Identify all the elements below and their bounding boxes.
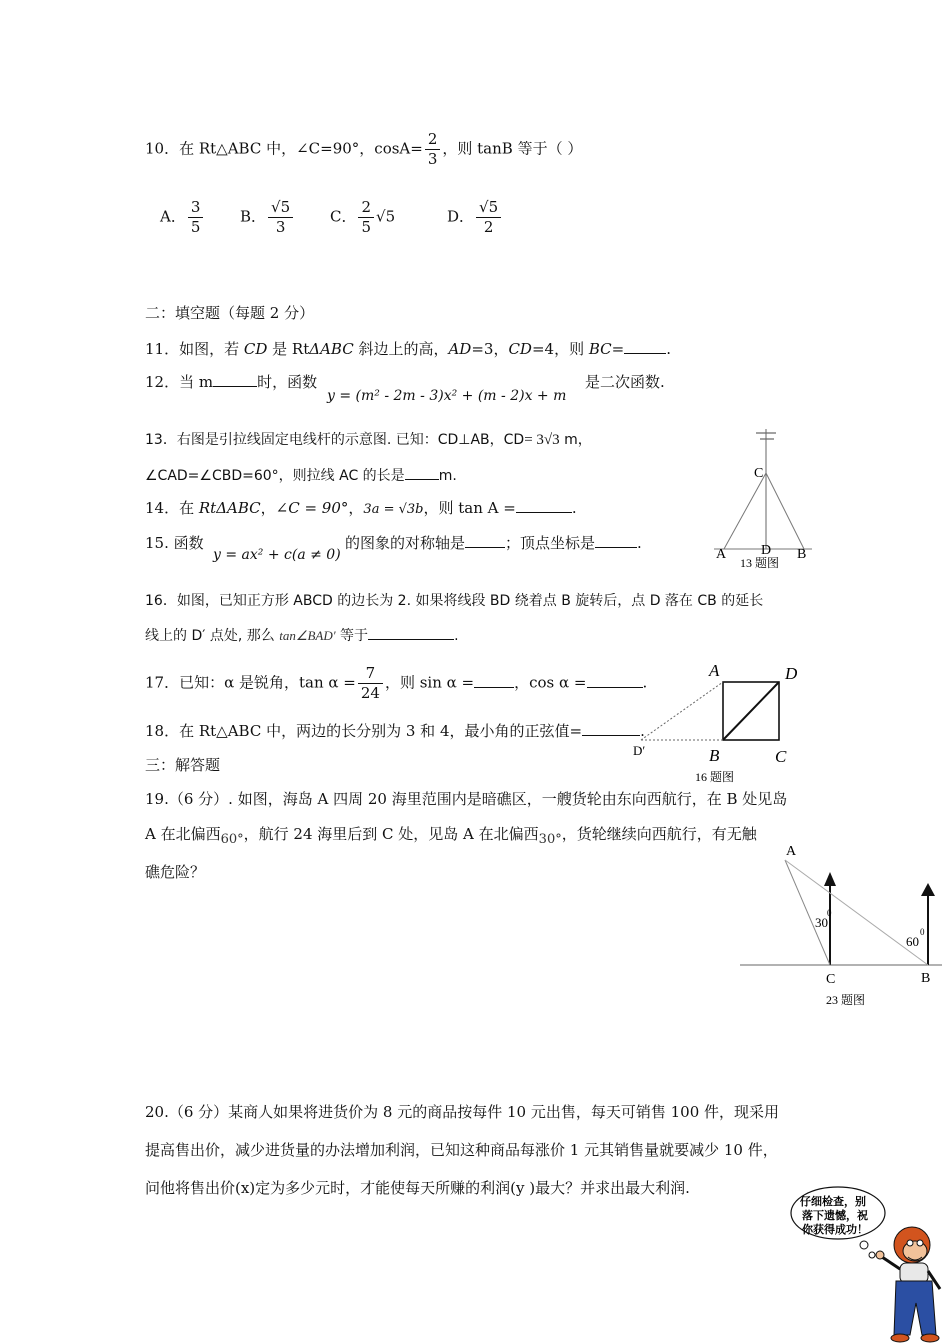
fig13-label-a: A — [716, 547, 727, 562]
q15-blank-axis — [465, 533, 505, 548]
fig16-label-d: D — [785, 664, 798, 683]
q11: 11．如图，若 CD 是 RtΔABC 斜边上的高，AD=3，CD=4，则 BC= . — [145, 340, 671, 358]
monkey-overalls — [894, 1281, 936, 1335]
bubble-dot-1 — [860, 1241, 868, 1249]
monkey-eye-left — [907, 1240, 913, 1246]
q13-line2: ∠CAD=∠CBD=60°，则拉线 AC 的长是 m. — [145, 465, 457, 486]
q12: 12．当 m 时，函数 — [145, 373, 318, 391]
q12-formula: y = (m² - 2m - 3)x² + (m - 2)x + m — [327, 388, 567, 404]
fig23-angle-30-sup: 0 — [827, 908, 832, 918]
q12-blank — [213, 372, 257, 387]
q19-line2: A 在北偏西60°，航行 24 海里后到 C 处，见岛 A 在北偏西30°，货轮继续向西航行，有无触 — [145, 825, 757, 847]
q10-option-d: D． $\frac{√5}{2}$ — [447, 198, 503, 237]
diagonal-bd — [723, 682, 779, 740]
fig16-caption: 16 题图 — [695, 770, 735, 784]
q16-line2: 线上的 D′ 点处, 那么 tan∠BAD′ 等于 . — [145, 625, 459, 646]
fig16-label-c: C — [775, 747, 787, 766]
north-arrow-c-head — [824, 872, 836, 886]
line-ab — [785, 860, 928, 965]
q16-line1: 16．如图，已知正方形 ABCD 的边长为 2. 如果将线段 BD 绕着点 B 旋转后，点 D 落在 CB 的延长 — [145, 593, 764, 609]
fig23-label-b: B — [921, 971, 931, 986]
wire-bc — [766, 473, 804, 549]
bubble-line2: 落下遗憾，祝 — [802, 1210, 868, 1222]
q20-line2: 提高售出价，减少进货量的办法增加利润，已知这种商品每涨价 1 元其销售量就要减少 10 件， — [145, 1141, 778, 1159]
q15: 的图象的对称轴是 ；顶点坐标是 . — [345, 534, 642, 552]
segment-ad-prime — [641, 682, 723, 740]
section3-title: 三：解答题 — [145, 756, 221, 774]
q15-blank-vertex — [595, 533, 637, 548]
fig13-label-c: C — [754, 466, 764, 481]
q11-blank — [624, 339, 666, 354]
q10-option-b: B． $\frac{√5}{3}$ — [240, 198, 295, 237]
q17-blank-sin — [474, 673, 514, 688]
q17: 17．已知：α 是锐角，tan α = $\frac{7}{24}$ ，则 sin α = ，cos α = . — [145, 664, 648, 702]
fig16-label-d-prime: D′ — [633, 743, 646, 758]
figure-23 — [740, 840, 945, 1015]
q13-blank — [405, 465, 439, 480]
fig23-angle-60-sup: 0 — [920, 927, 925, 937]
fig23-angle-60: 60 — [906, 934, 919, 949]
q16-blank — [368, 625, 454, 640]
north-arrow-b-head — [921, 883, 935, 896]
monkey-arm-pointing — [882, 1257, 900, 1269]
q10-option-a: A． $\frac{3}{5}$ — [160, 198, 205, 237]
q15-lead: 15. 函数 — [145, 534, 204, 552]
fig16-label-a: A — [709, 661, 720, 680]
q20-line1: 20.（6 分）某商人如果将进货价为 8 元的商品按每件 10 元出售，每天可销售 100 件，现采用 — [145, 1103, 780, 1121]
monkey-shirt — [900, 1263, 928, 1283]
q20-line3: 问他将售出价(x)定为多少元时，才能使每天所赚的利润(y )最大？并求出最大利润. — [145, 1179, 690, 1197]
figure-16 — [625, 658, 805, 788]
bubble-dot-2 — [869, 1252, 875, 1258]
q15-formula: y = ax² + c(a ≠ 0) — [213, 547, 341, 563]
fig23-label-c: C — [826, 972, 836, 987]
monkey-face — [903, 1241, 927, 1261]
mascot-illustration — [790, 1185, 950, 1344]
fig23-angle-30: 30 — [815, 915, 828, 930]
bubble-line1: 仔细检查，别 — [800, 1196, 866, 1208]
line-ac — [785, 860, 830, 965]
q10-cos-fraction: $\frac{2}{3}$ — [425, 130, 441, 169]
q12-tail: 是二次函数. — [585, 373, 665, 391]
monkey-foot-right — [921, 1334, 939, 1342]
fig13-caption: 13 题图 — [740, 556, 780, 570]
fig13-label-d: D — [761, 543, 772, 558]
fig13-label-b: B — [797, 547, 807, 562]
fig16-label-b: B — [709, 746, 720, 765]
q10-stem: 10．在 Rt△ABC 中，∠C=90°，cosA= $\frac{2}{3}$ ，则 tanB 等于（ ） — [145, 130, 583, 168]
q19-line1: 19.（6 分）. 如图，海岛 A 四周 20 海里范围内是暗礁区，一艘货轮由东向西航行，在 B 处见岛 — [145, 790, 788, 808]
bubble-line3: 你获得成功！ — [802, 1224, 868, 1236]
wire-ac — [724, 473, 766, 549]
figure-13 — [700, 425, 820, 575]
monkey-foot-left — [891, 1334, 909, 1342]
q19-line3: 礁危险？ — [145, 863, 206, 881]
q17-tan-fraction: $\frac{7}{24}$ — [358, 664, 383, 703]
monkey-eye-right — [917, 1240, 923, 1246]
fig23-caption: 23 题图 — [826, 993, 866, 1007]
monkey-hand — [876, 1251, 884, 1259]
q14-blank — [516, 498, 572, 513]
q18: 18．在 Rt△ABC 中，两边的长分别为 3 和 4，最小角的正弦值= . — [145, 722, 645, 740]
q10-option-c: C． $\frac{2}{5}$ √5 — [330, 198, 396, 236]
section2-title: 二：填空题（每题 2 分） — [145, 304, 315, 322]
q14: 14．在 RtΔABC，∠C = 90°，3a = √3b，则 tan A = . — [145, 499, 577, 517]
fig23-label-a: A — [786, 844, 797, 859]
q13-line1: 13．右图是引拉线固定电线杆的示意图. 已知：CD⊥AB，CD= 3√3 m， — [145, 432, 592, 448]
